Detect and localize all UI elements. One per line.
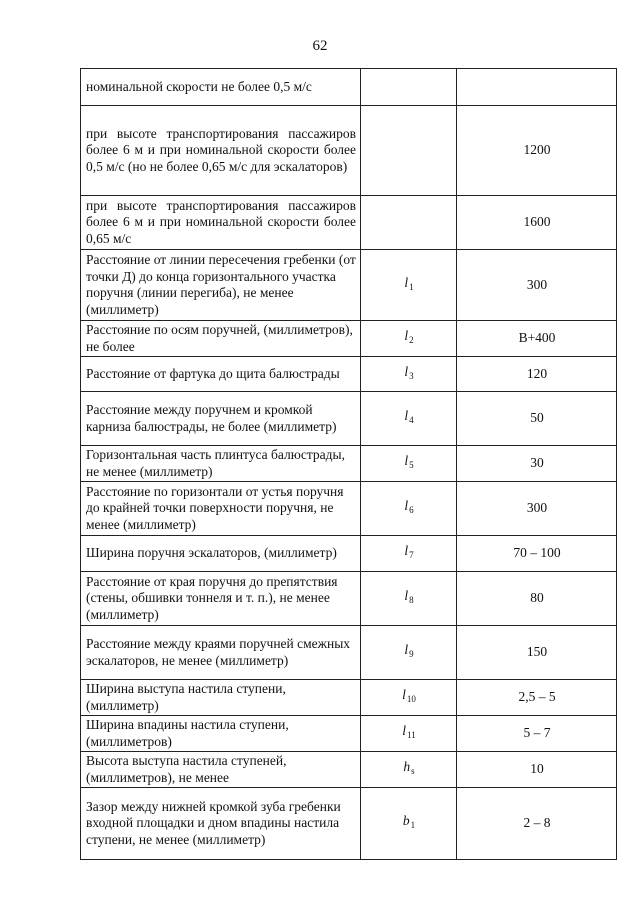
symbol-letter: l bbox=[402, 723, 407, 739]
table-row bbox=[81, 196, 617, 250]
symbol-letter: l bbox=[404, 642, 409, 658]
parameter-description: Расстояние от линии пересечения гребенки (от точки Д) до конца горизонтального участка поручня (линии перегиба), не менее (миллиметр) bbox=[81, 250, 361, 321]
parameter-value: 300 bbox=[457, 250, 617, 321]
parameter-value: B+400 bbox=[457, 321, 617, 357]
parameter-description: Расстояние по осям поручней, (миллиметров), не более bbox=[81, 321, 361, 357]
parameter-description: Зазор между нижней кромкой зуба гребенки входной площадки и дном впадины настила ступени, не менее (миллиметр) bbox=[81, 788, 361, 860]
specification-table bbox=[80, 68, 617, 860]
symbol-subscript: 3 bbox=[409, 370, 414, 381]
parameter-description: Высота выступа настила ступеней, (миллиметров), не менее bbox=[81, 752, 361, 788]
parameter-value: 150 bbox=[457, 626, 617, 680]
parameter-value: 30 bbox=[457, 446, 617, 482]
parameter-value: 5 – 7 bbox=[457, 716, 617, 752]
symbol-subscript: 2 bbox=[409, 335, 414, 346]
parameter-symbol bbox=[361, 446, 457, 482]
symbol-subscript: s bbox=[411, 766, 415, 777]
table-row bbox=[81, 482, 617, 536]
symbol-letter: l bbox=[402, 687, 406, 703]
table-row bbox=[81, 626, 617, 680]
table-row bbox=[81, 572, 617, 626]
parameter-symbol bbox=[361, 392, 457, 446]
symbol-subscript: 8 bbox=[409, 595, 414, 606]
symbol-subscript: 7 bbox=[409, 550, 414, 561]
parameter-symbol bbox=[361, 196, 457, 250]
table-row bbox=[81, 106, 617, 196]
parameter-description: Расстояние между поручнем и кромкой карниза балюстрады, не более (миллиметр) bbox=[81, 392, 361, 446]
parameter-description: Расстояние между краями поручней смежных эскалаторов, не менее (миллиметр) bbox=[81, 626, 361, 680]
parameter-value: 300 bbox=[457, 482, 617, 536]
parameter-symbol bbox=[361, 357, 457, 392]
parameter-symbol bbox=[361, 536, 457, 572]
symbol-letter: l bbox=[404, 328, 409, 344]
parameter-value: 2,5 – 5 bbox=[457, 680, 617, 716]
parameter-symbol bbox=[361, 482, 457, 536]
table-row bbox=[81, 752, 617, 788]
parameter-value: 80 bbox=[457, 572, 617, 626]
parameter-value: 1600 bbox=[457, 196, 617, 250]
parameter-value: 2 – 8 bbox=[457, 788, 617, 860]
symbol-letter: l bbox=[404, 543, 409, 559]
parameter-symbol bbox=[361, 572, 457, 626]
table-row bbox=[81, 446, 617, 482]
table-row bbox=[81, 321, 617, 357]
symbol-letter: l bbox=[404, 453, 409, 469]
page-number: 62 bbox=[312, 38, 328, 54]
symbol-subscript: 9 bbox=[409, 649, 414, 660]
table-row bbox=[81, 680, 617, 716]
symbol-subscript: 10 bbox=[406, 694, 416, 705]
symbol-letter: h bbox=[403, 759, 411, 775]
table-row bbox=[81, 357, 617, 392]
parameter-symbol bbox=[361, 752, 457, 788]
parameter-description: Горизонтальная часть плинтуса балюстрады, не менее (миллиметр) bbox=[81, 446, 361, 482]
table-row bbox=[81, 788, 617, 860]
parameter-symbol bbox=[361, 250, 457, 321]
parameter-symbol bbox=[361, 626, 457, 680]
parameter-description: при высоте транспортирования пассажиров более 6 м и при номинальной скорости более 0,5 м/с (но не более 0,65 м/с для эскалаторов) bbox=[81, 106, 361, 196]
parameter-description: при высоте транспортирования пассажиров более 6 м и при номинальной скорости более 0,65 м/с bbox=[81, 196, 361, 250]
symbol-letter: b bbox=[402, 813, 410, 829]
symbol-letter: l bbox=[404, 408, 409, 424]
parameter-symbol bbox=[361, 680, 457, 716]
table-row bbox=[81, 69, 617, 106]
table-row bbox=[81, 716, 617, 752]
parameter-value: 120 bbox=[457, 357, 617, 392]
table-row bbox=[81, 536, 617, 572]
parameter-value bbox=[457, 69, 617, 106]
parameter-description: Ширина выступа настила ступени, (миллиметр) bbox=[81, 680, 361, 716]
symbol-subscript: 1 bbox=[410, 820, 416, 831]
symbol-subscript: 5 bbox=[409, 460, 414, 471]
parameter-value: 50 bbox=[457, 392, 617, 446]
parameter-symbol bbox=[361, 69, 457, 106]
symbol-subscript: 4 bbox=[409, 415, 414, 426]
symbol-letter: l bbox=[404, 363, 409, 379]
symbol-subscript: 11 bbox=[407, 730, 416, 741]
table-row bbox=[81, 392, 617, 446]
parameter-symbol bbox=[361, 788, 457, 860]
parameter-value: 10 bbox=[457, 752, 617, 788]
parameter-description: номинальной скорости не более 0,5 м/с bbox=[81, 69, 361, 106]
symbol-subscript: 6 bbox=[409, 505, 414, 516]
parameter-value: 1200 bbox=[457, 106, 617, 196]
parameter-symbol bbox=[361, 321, 457, 357]
parameter-symbol bbox=[361, 716, 457, 752]
parameter-description: Расстояние по горизонтали от устья поручня до крайней точки поверхности поручня, не менее (миллиметр) bbox=[81, 482, 361, 536]
parameter-description: Расстояние от края поручня до препятствия (стены, обшивки тоннеля и т. п.), не менее (миллиметр) bbox=[81, 572, 361, 626]
parameter-value: 70 – 100 bbox=[457, 536, 617, 572]
symbol-letter: l bbox=[404, 588, 409, 604]
parameter-description: Ширина поручня эскалаторов, (миллиметр) bbox=[81, 536, 361, 572]
parameter-description: Ширина впадины настила ступени, (миллиметров) bbox=[81, 716, 361, 752]
parameter-description: Расстояние от фартука до щита балюстрады bbox=[81, 357, 361, 392]
symbol-subscript: 1 bbox=[409, 281, 414, 292]
table-row bbox=[81, 250, 617, 321]
parameter-symbol bbox=[361, 106, 457, 196]
symbol-letter: l bbox=[404, 274, 409, 290]
symbol-letter: l bbox=[404, 498, 409, 514]
